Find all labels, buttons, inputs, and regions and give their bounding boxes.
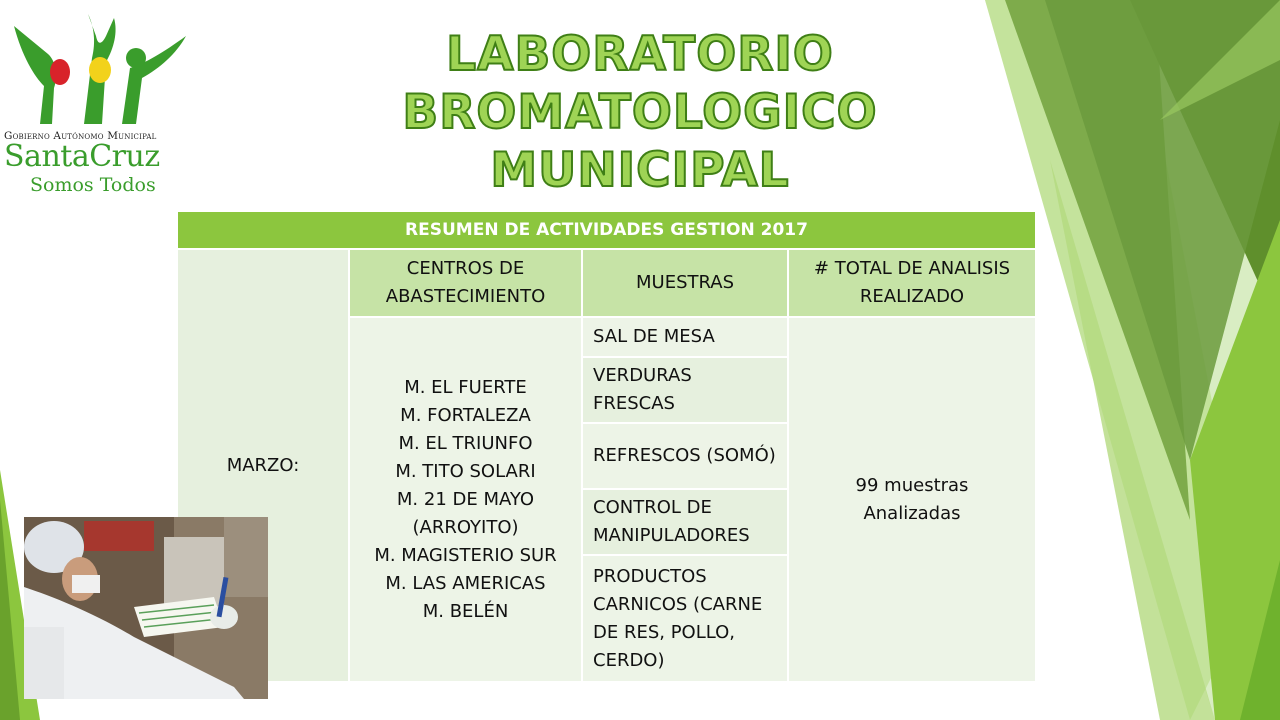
logo-text-gobierno: Gobierno Autónomo Municipal [4, 130, 157, 142]
list-item: M. BELÉN [422, 600, 509, 622]
page-title [200, 26, 1080, 200]
list-item: M. 21 DE MAYO (ARROYITO) [396, 488, 535, 538]
list-item: M. LAS AMERICAS [385, 572, 546, 594]
logo-figures-icon [4, 6, 190, 128]
centros-list [350, 318, 583, 683]
muestra-row: REFRESCOS (SOMÓ) [583, 424, 789, 490]
list-item: M. MAGISTERIO SUR [374, 544, 557, 566]
title-line-1: LABORATORIO BROMATOLOGICO [402, 27, 878, 140]
title-line-2: MUNICIPAL [490, 143, 790, 198]
muestra-row: SAL DE MESA [583, 318, 789, 358]
activity-summary-table [178, 212, 1037, 683]
list-item: M. EL FUERTE [404, 376, 527, 398]
list-item: M. EL TRIUNFO [398, 432, 533, 454]
muestra-row: CONTROL DE MANIPULADORES [583, 490, 789, 556]
list-item: M. FORTALEZA [400, 404, 531, 426]
list-item: M. TITO SOLARI [395, 460, 536, 482]
logo-text-somos-todos: Somos Todos [30, 174, 156, 196]
logo-text-santacruz: SantaCruz [4, 139, 160, 174]
lab-technician-photo [24, 517, 268, 699]
muestra-row: PRODUCTOS CARNICOS (CARNE DE RES, POLLO, CERDO) [583, 556, 789, 683]
table-caption: RESUMEN DE ACTIVIDADES GESTION 2017 [178, 212, 1037, 250]
month-cell: MARZO: [178, 250, 350, 683]
header-total: # TOTAL DE ANALISIS REALIZADO [789, 250, 1037, 318]
header-centros: CENTROS DE ABASTECIMIENTO [350, 250, 583, 318]
header-muestras: MUESTRAS [583, 250, 789, 318]
total-cell: 99 muestras Analizadas [789, 318, 1037, 683]
muestra-row: VERDURAS FRESCAS [583, 358, 789, 424]
municipal-logo [4, 6, 190, 196]
